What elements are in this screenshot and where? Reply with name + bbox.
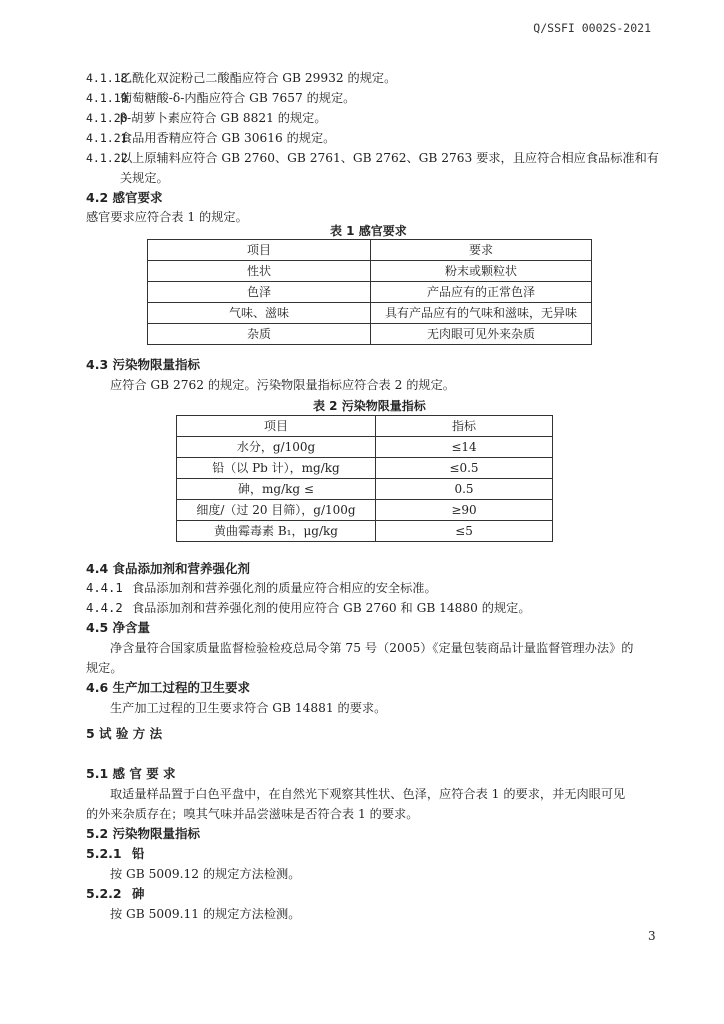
clause-5-2-1-heading — [86, 846, 145, 862]
table-cell: 铅（以 Pb 计），mg/kg — [177, 458, 376, 479]
table-1-caption: 表 1 感官要求 — [330, 224, 407, 238]
section-heading-4-4: 4.4 食品添加剂和营养强化剂 — [86, 561, 250, 576]
clause-number: 4.1.20 — [86, 111, 128, 125]
table-row — [177, 521, 553, 542]
table-row — [177, 479, 553, 500]
section-text-4-3: 应符合 GB 2762 的规定。污染物限量指标应符合表 2 的规定。 — [110, 378, 455, 392]
clause-number: 4.1.19 — [86, 91, 128, 105]
clause-text: 葡萄糖酸-δ-内酯应符合 GB 7657 的规定。 — [120, 91, 356, 105]
table-cell: 色泽 — [148, 282, 371, 303]
clause-4-1-20 — [86, 110, 327, 126]
section-text-4-5-line1: 净含量符合国家质量监督检验检疫总局令第 75 号（2005）《定量包装商品计量监督管理办法》的 — [110, 641, 634, 655]
section-text-4-2: 感官要求应符合表 1 的规定。 — [86, 210, 248, 224]
table-cell: 细度/（过 20 目筛），g/100g — [177, 500, 376, 521]
table-row — [177, 500, 553, 521]
clause-number: 4.1.18 — [86, 71, 128, 85]
table-cell: 杂质 — [148, 324, 371, 345]
section-heading-4-3: 4.3 污染物限量指标 — [86, 357, 200, 372]
table-row — [148, 261, 592, 282]
table-header-cell: 项目 — [177, 416, 376, 437]
section-text-4-5-line2: 规定。 — [86, 661, 123, 675]
section-heading-4-6: 4.6 生产加工过程的卫生要求 — [86, 680, 250, 695]
clause-number: 5.2.2 — [86, 886, 122, 901]
clause-number: 4.1.21 — [86, 131, 128, 145]
section-text-4-6: 生产加工过程的卫生要求符合 GB 14881 的要求。 — [110, 701, 387, 715]
clause-4-4-1 — [86, 580, 437, 596]
clause-4-1-22-continuation: 关规定。 — [120, 171, 169, 185]
table-row — [148, 282, 592, 303]
section-text-5-1-line2: 的外来杂质存在；嗅其气味并品尝滋味是否符合表 1 的要求。 — [86, 807, 419, 821]
section-heading-5: 5 试 验 方 法 — [86, 726, 163, 741]
clause-text: 以上原辅料应符合 GB 2760、GB 2761、GB 2762、GB 2763 要求，且应符合相应食品标准和有 — [120, 151, 659, 165]
table-row — [177, 437, 553, 458]
table-cell: 产品应有的正常色泽 — [371, 282, 592, 303]
clause-number: 4.4.2 — [86, 601, 123, 615]
table-cell: 粉末或颗粒状 — [371, 261, 592, 282]
table-cell: 黄曲霉毒素 B₁，μg/kg — [177, 521, 376, 542]
clause-number: 5.2.1 — [86, 846, 122, 861]
clause-number: 4.4.1 — [86, 581, 123, 595]
clause-text: β-胡萝卜素应符合 GB 8821 的规定。 — [120, 111, 327, 125]
clause-4-1-19 — [86, 90, 355, 106]
table-cell: ≤14 — [376, 437, 553, 458]
clause-4-1-18 — [86, 70, 396, 86]
table-header-cell: 要求 — [371, 240, 592, 261]
section-text-5-1-line1: 取适量样品置于白色平盘中，在自然光下观察其性状、色泽，应符合表 1 的要求，并无肉眼可见 — [110, 787, 626, 801]
clause-5-2-2-text: 按 GB 5009.11 的规定方法检测。 — [110, 907, 301, 921]
table-cell: 0.5 — [376, 479, 553, 500]
section-heading-5-2: 5.2 污染物限量指标 — [86, 826, 200, 841]
table-header-cell: 指标 — [376, 416, 553, 437]
clause-4-4-2 — [86, 600, 531, 616]
table-cell: ≤5 — [376, 521, 553, 542]
clause-4-1-22 — [86, 150, 659, 166]
table-row — [148, 324, 592, 345]
clause-text: 食品添加剂和营养强化剂的质量应符合相应的安全标准。 — [132, 581, 437, 595]
table-row — [177, 458, 553, 479]
table-2-contaminants — [176, 415, 553, 542]
section-heading-4-2: 4.2 感官要求 — [86, 190, 163, 205]
table-cell: 具有产品应有的气味和滋味，无异味 — [371, 303, 592, 324]
clause-text: 食品添加剂和营养强化剂的使用应符合 GB 2760 和 GB 14880 的规定。 — [132, 601, 531, 615]
table-header-row — [177, 416, 553, 437]
clause-title: 砷 — [132, 886, 145, 901]
clause-title: 铅 — [132, 846, 145, 861]
table-header-cell: 项目 — [148, 240, 371, 261]
table-header-row — [148, 240, 592, 261]
table-cell: ≤0.5 — [376, 458, 553, 479]
table-cell: ≥90 — [376, 500, 553, 521]
clause-number: 4.1.22 — [86, 151, 128, 165]
table-2-caption: 表 2 污染物限量指标 — [313, 399, 426, 413]
table-cell: 性状 — [148, 261, 371, 282]
table-cell: 无肉眼可见外来杂质 — [371, 324, 592, 345]
page-number: 3 — [648, 929, 656, 943]
clause-5-2-1-text: 按 GB 5009.12 的规定方法检测。 — [110, 867, 301, 881]
clause-5-2-2-heading — [86, 886, 145, 902]
table-row — [148, 303, 592, 324]
clause-text: 食品用香精应符合 GB 30616 的规定。 — [120, 131, 336, 145]
table-cell: 砷，mg/kg ≤ — [177, 479, 376, 500]
clause-text: 乙酰化双淀粉己二酸酯应符合 GB 29932 的规定。 — [120, 71, 397, 85]
document-code: Q/SSFI 0002S-2021 — [533, 21, 651, 35]
section-heading-5-1: 5.1 感 官 要 求 — [86, 766, 176, 781]
table-cell: 气味、滋味 — [148, 303, 371, 324]
section-heading-4-5: 4.5 净含量 — [86, 620, 150, 635]
clause-4-1-21 — [86, 130, 335, 146]
table-1-sensory — [147, 239, 592, 345]
table-cell: 水分，g/100g — [177, 437, 376, 458]
